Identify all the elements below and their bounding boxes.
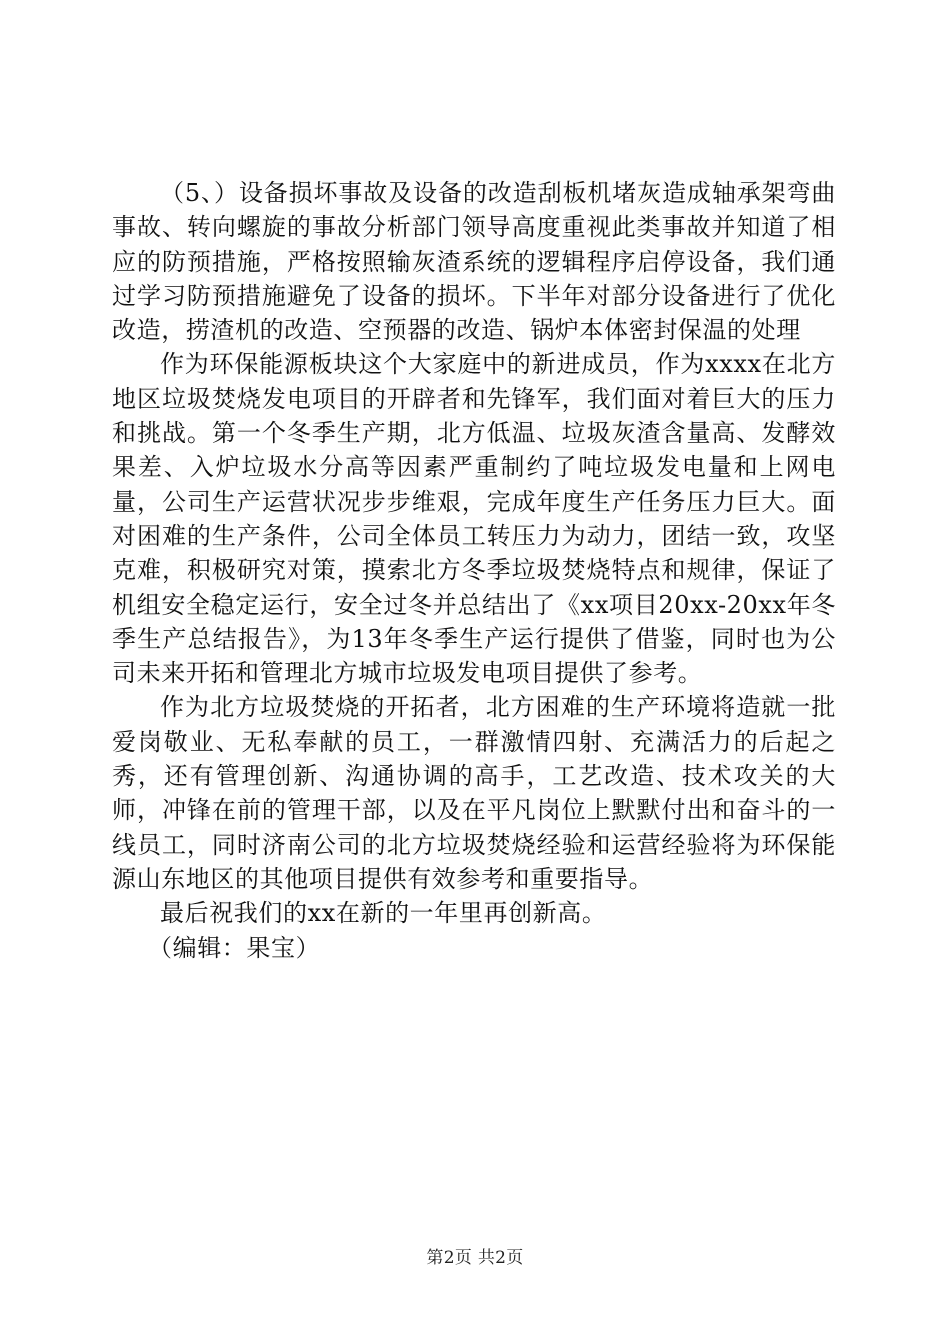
page-number-footer: 第2页 共2页 bbox=[426, 1248, 524, 1268]
paragraph-equipment-damage: （5、）设备损坏事故及设备的改造刮板机堵灰造成轴承架弯曲事故、转向螺旋的事故分析部门领导高度重视此类事故并知道了相应的防预措施，严格按照输灰渣系统的逻辑程序启停设备，我们通过学习防预措施避免了设备的损坏。下半年对部分设备进行了优化改造，捞渣机的改造、空预器的改造、锅炉本体密封保温的处理 bbox=[112, 179, 836, 345]
editor-note: （编辑：果宝） bbox=[148, 933, 321, 962]
paragraph-new-member: 作为环保能源板块这个大家庭中的新进成员，作为xxxx在北方地区垃圾焚烧发电项目的开辟者和先锋军，我们面对着巨大的压力和挑战。第一个冬季生产期，北方低温、垃圾灰渣含量高、发酵效果差、入炉垃圾水分高等因素严重制约了吨垃圾发电量和上网电量，公司生产运营状况步步维艰，完成年度生产任务压力巨大。面对困难的生产条件，公司全体员工转压力为动力，团结一致，攻坚克难，积极研究对策，摸索北方冬季垃圾焚烧特点和规律，保证了机组安全稳定运行，安全过冬并总结出了《xx项目20xx-20xx年冬季生产总结报告》，为13年冬季生产运行提供了借鉴，同时也为公司未来开拓和管理北方城市垃圾发电项目提供了参考。 bbox=[112, 350, 836, 688]
paragraph-closing-wish: 最后祝我们的xx在新的一年里再创新高。 bbox=[160, 899, 607, 928]
paragraph-pioneer: 作为北方垃圾焚烧的开拓者，北方困难的生产环境将造就一批爱岗敬业、无私奉献的员工，一群激情四射、充满活力的后起之秀，还有管理创新、沟通协调的高手，工艺改造、技术攻关的大师，冲锋在前的管理干部，以及在平凡岗位上默默付出和奋斗的一线员工，同时济南公司的北方垃圾焚烧经验和运营经验将为环保能源山东地区的其他项目提供有效参考和重要指导。 bbox=[112, 693, 836, 893]
document-body bbox=[112, 176, 836, 965]
